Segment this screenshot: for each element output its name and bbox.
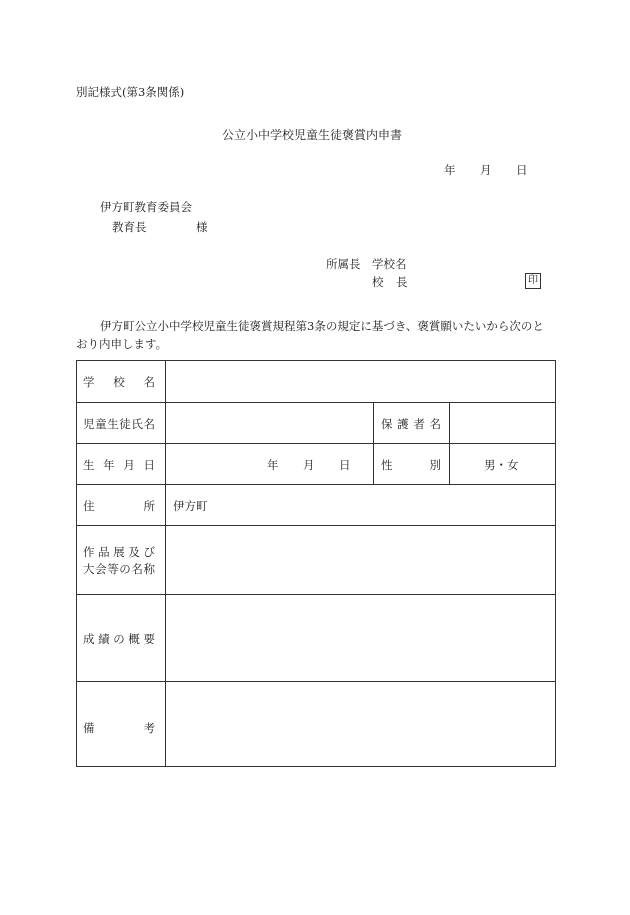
- principal-label-1: 校: [372, 275, 384, 289]
- addressee-board: 伊方町教育委員会: [100, 200, 192, 214]
- date-year-label: 年: [444, 163, 456, 177]
- label-student-name: 児 童 生 徒 氏 名: [83, 417, 155, 431]
- label-address: 住 所: [83, 499, 155, 513]
- gender-options[interactable]: 男・女: [484, 458, 519, 472]
- label-summary: 成 績 の 概 要: [83, 632, 155, 646]
- label-birth-date: 生 年 月 日: [83, 458, 155, 472]
- summary-field[interactable]: [166, 595, 555, 682]
- label-school-name: 学 校 名: [83, 375, 155, 389]
- remarks-field[interactable]: [166, 682, 555, 767]
- seal-stamp: 印: [525, 273, 541, 289]
- student-name-field[interactable]: [166, 403, 373, 443]
- sender-school-label: 学校名: [372, 257, 407, 271]
- document-title: 公立小中学校児童生徒褒賞内申書: [222, 128, 403, 142]
- row-summary: [77, 594, 555, 682]
- body-text-line1: 伊方町公立小中学校児童生徒褒賞規程第3条の規定に基づき、褒賞願いたいから次のと: [100, 319, 544, 333]
- sender-role: 所属長: [326, 257, 361, 271]
- row-address: [77, 484, 555, 526]
- body-text-line2: おり内申します。: [76, 337, 168, 351]
- principal-label-2: 長: [396, 275, 408, 289]
- application-form-table: [76, 360, 556, 767]
- label-work-line1: 作 品 展 及 び: [83, 545, 155, 559]
- work-name-field[interactable]: [166, 526, 555, 595]
- label-guardian: 保 護 者 名: [381, 417, 441, 431]
- birth-month-label: 月: [303, 458, 315, 472]
- birth-day-label: 日: [339, 458, 351, 472]
- addressee-honorific: 様: [196, 220, 208, 234]
- row-remarks: [77, 681, 555, 767]
- label-gender: 性 別: [381, 458, 441, 472]
- row-student-name: [77, 402, 555, 444]
- school-name-field[interactable]: [166, 361, 555, 402]
- address-value[interactable]: 伊方町: [173, 499, 208, 513]
- guardian-field[interactable]: [450, 403, 555, 443]
- birth-year-label: 年: [267, 458, 279, 472]
- date-day-label: 日: [516, 163, 528, 177]
- row-birth-date: [77, 443, 555, 485]
- row-work-name: [77, 525, 555, 595]
- label-work-line2: 大 会 等 の 名 称: [83, 562, 155, 576]
- birth-date-field[interactable]: [166, 444, 373, 484]
- form-reference: 別記様式(第3条関係): [76, 85, 185, 99]
- row-school-name: [77, 361, 555, 402]
- label-remarks: 備 考: [83, 721, 155, 735]
- date-month-label: 月: [480, 163, 492, 177]
- addressee-superintendent: 教育長: [112, 220, 147, 234]
